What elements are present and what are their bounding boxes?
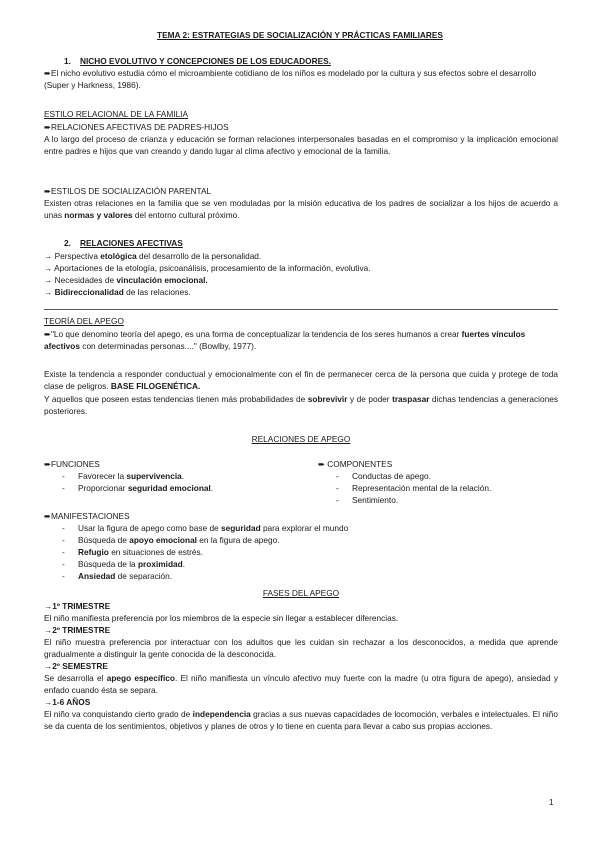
list-item: - Conductas de apego. xyxy=(318,470,568,482)
estilo-sub2: ➨ESTILOS DE SOCIALIZACIÓN PARENTAL xyxy=(44,186,212,196)
list-item: - Favorecer la supervivencia. xyxy=(44,470,294,482)
list-item: → Perspectiva etológica del desarrollo de la personalidad. xyxy=(44,251,262,261)
estilo-text2: Existen otras relaciones en la familia que se ven moduladas por la misión educativa de los padres de socializar a los hijos de acuerdo a unas normas y valores del entorno cultural próximo. xyxy=(44,198,558,220)
relaciones-heading: RELACIONES DE APEGO xyxy=(251,434,351,444)
list-item: - Sentimiento. xyxy=(318,494,568,506)
componentes-label: ➨ COMPONENTES xyxy=(318,459,393,469)
list-item: - Proporcionar seguridad emocional. xyxy=(44,482,294,494)
page-number: 1 xyxy=(549,797,554,807)
fase-label: →1º TRIMESTRE xyxy=(44,601,111,611)
list-item: → Bidireccionalidad de las relaciones. xyxy=(44,287,191,297)
list-item: → Necesidades de vinculación emocional. xyxy=(44,275,208,285)
apego-paragraph-1: Existe la tendencia a responder conductual y emocionalmente con el fin de permanecer cerca de la persona que cuida y protege de toda clase de peligros. BASE FILOGENÉTICA. xyxy=(44,369,558,391)
section-2-title: RELACIONES AFECTIVAS xyxy=(80,238,183,248)
section-1-title: NICHO EVOLUTIVO Y CONCEPCIONES DE LOS EDUCADORES. xyxy=(80,56,331,66)
funciones-label: ➨FUNCIONES xyxy=(44,459,100,469)
list-item: → Aportaciones de la etología, psicoanálisis, procesamiento de la información, evolutiva. xyxy=(44,263,371,273)
fase-label: →2º SEMESTRE xyxy=(44,661,108,671)
apego-heading: TEORÍA DEL APEGO xyxy=(44,316,124,326)
list-item: - Refugio en situaciones de estrés. xyxy=(44,546,558,558)
list-item: - Búsqueda de la proximidad. xyxy=(44,558,558,570)
horizontal-divider xyxy=(44,309,558,310)
funciones-block xyxy=(44,458,294,494)
section-1-heading xyxy=(44,55,558,67)
list-item: - Búsqueda de apoyo emocional en la figura de apego. xyxy=(44,534,558,546)
section-2-list xyxy=(44,250,558,298)
estilo-heading: ESTILO RELACIONAL DE LA FAMILIA xyxy=(44,109,189,119)
section-1-text: ➨El nicho evolutivo estudia cómo el microambiente cotidiano de los niños es modelado por la cultura y sus efectos sobre el desarrollo (Super y Harkness, 1986). xyxy=(44,68,537,90)
fase-text: Se desarrolla el apego específico. El niño manifiesta un vínculo afectivo muy fuerte con la madre (u otra figura de apego), ansiedad y enfado cuando ésta se separa. xyxy=(44,673,558,695)
fases-list xyxy=(44,600,558,732)
manifestaciones-block xyxy=(44,510,558,582)
estilo-sub1: ➨RELACIONES AFECTIVAS DE PADRES-HIJOS xyxy=(44,122,229,132)
section-2-heading xyxy=(44,237,558,249)
componentes-block xyxy=(318,458,568,506)
manifestaciones-label: ➨MANIFESTACIONES xyxy=(44,511,130,521)
section-1-number: 1. xyxy=(64,56,71,66)
fase-label: →1-6 AÑOS xyxy=(44,697,91,707)
apego-quote: ➨"Lo que denomino teoría del apego, es una forma de conceptualizar la tendencia de los seres humanos a crear fuertes vínculos afectivos con determinadas personas...." (Bowlby, 1977). xyxy=(44,329,526,351)
apego-paragraph-2: Y aquellos que poseen estas tendencias tienen más probabilidades de sobrevivir y de poder traspasar dichas tendencias a generaciones posteriores. xyxy=(44,394,558,416)
list-item: - Ansiedad de separación. xyxy=(44,570,558,582)
page-title: TEMA 2: ESTRATEGIAS DE SOCIALIZACIÓN Y PRÁCTICAS FAMILIARES xyxy=(157,30,443,40)
list-item: - Usar la figura de apego como base de seguridad para explorar el mundo xyxy=(44,522,558,534)
fase-text: El niño va conquistando cierto grado de independencia gracias a sus nuevas capacidades de locomoción, verbales e intelectuales. El niño se da cuenta de los sentimientos, objetivos y planes de otros y lo tiene en cuenta para llevar a cabo sus propias acciones. xyxy=(44,709,559,731)
list-item: - Representación mental de la relación. xyxy=(318,482,568,494)
estilo-text1: A lo largo del proceso de crianza y educación se forman relaciones interpersonales basadas en el compromiso y la implicación emocional entre padres e hijos que van creando y dando lugar al clima afectivo y emocional de la familia. xyxy=(44,134,558,156)
fases-heading: FASES DEL APEGO xyxy=(262,588,340,598)
fase-text: El niño manifiesta preferencia por los miembros de la especie sin llegar a establecer diferencias. xyxy=(44,613,399,623)
section-2-number: 2. xyxy=(64,238,71,248)
fase-label: →2º TRIMESTRE xyxy=(44,625,111,635)
fase-text: El niño muestra preferencia por interactuar con los adultos que les cuidan sin rechazar a los desconocidos, a medida que aprende gradualmente a distinguir la gente conocida de la desconocida. xyxy=(44,637,558,659)
